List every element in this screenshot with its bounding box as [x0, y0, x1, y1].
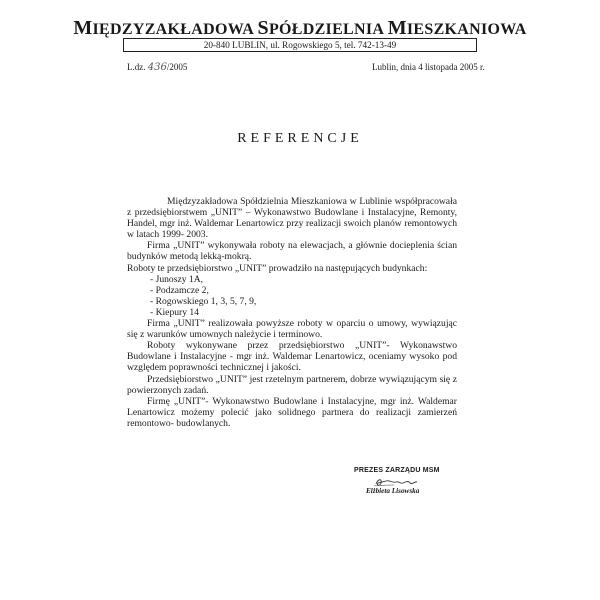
building-list: [127, 274, 457, 318]
reference-number: L.dz. 436/2005: [127, 62, 188, 73]
paragraph-5: Roboty wykonywane przez przedsiębiorstwo „UNIT”- Wykonawstwo Budowlane i Instalacyjne - mgr inż. Waldemar Lenartowicz, oceniamy wysoko pod względem poprawności technicznej i jakości.: [127, 340, 457, 374]
address-text: 20-840 LUBLIN, ul. Rogowskiego 5, tel. 742-13-49: [203, 40, 397, 50]
signatory-name: Elżbieta Lisowska: [366, 487, 420, 495]
org-name-part: SPÓŁDZIELNIA: [257, 17, 388, 39]
letter-body: [127, 196, 457, 429]
paragraph-2: Firma „UNIT” wykonywała roboty na elewacjach, a głównie docieplenia ścian budynków metodą lekką-mokrą.: [127, 240, 457, 263]
paragraph-1: Międzyzakładowa Spółdzielnia Mieszkaniowa w Lublinie współpracowała z przedsiębiorstwem „UNIT” – Wykonawstwo Budowlane i Instalacyjne, Remonty, Handel, mgr inż. Waldemar Lenartowicz przy realizacji swoich planów remontowych w latach 1999- 2003.: [127, 196, 457, 241]
list-item: - Kiepury 14: [150, 306, 200, 318]
signature-block: [354, 467, 474, 495]
list-item: - Podzamcze 2,: [150, 284, 209, 296]
paragraph-4: Firma „UNIT” realizowała powyższe roboty w oparciu o umowy, wywiązując się z warunków umownych należycie i terminowo.: [127, 318, 457, 341]
paragraph-6: Przedsiębiorstwo „UNIT” jest rzetelnym partnerem, dobrze wywiązującym się z powierzonych zadań.: [127, 373, 457, 396]
address-box: [123, 38, 477, 52]
list-item: - Junoszy 1A,: [150, 273, 204, 285]
signatory-title: PREZES ZARZĄDU MSM: [354, 467, 440, 474]
paragraph-7: Firmę „UNIT”- Wykonawstwo Budowlane i Instalacyjne, mgr inż. Waldemar Lenartowicz możemy polecić jako solidnego partnera do realizacji zamierzeń remontowo- budowlanych.: [127, 395, 457, 429]
organization-name: [0, 17, 600, 40]
document-title: REFERENCJE: [237, 131, 363, 146]
org-name-part: MIĘDZYZAKŁADOWA: [73, 17, 258, 39]
org-name-part: MIESZKANIOWA: [387, 17, 527, 39]
list-item: - Rogowskiego 1, 3, 5, 7, 9,: [150, 295, 257, 307]
handwritten-number: 436: [147, 62, 167, 73]
date-line: Lublin, dnia 4 listopada 2005 r.: [372, 62, 485, 72]
paragraph-3: Roboty te przedsiębiorstwo „UNIT” prowadziło na następujących budynkach:: [127, 262, 428, 274]
